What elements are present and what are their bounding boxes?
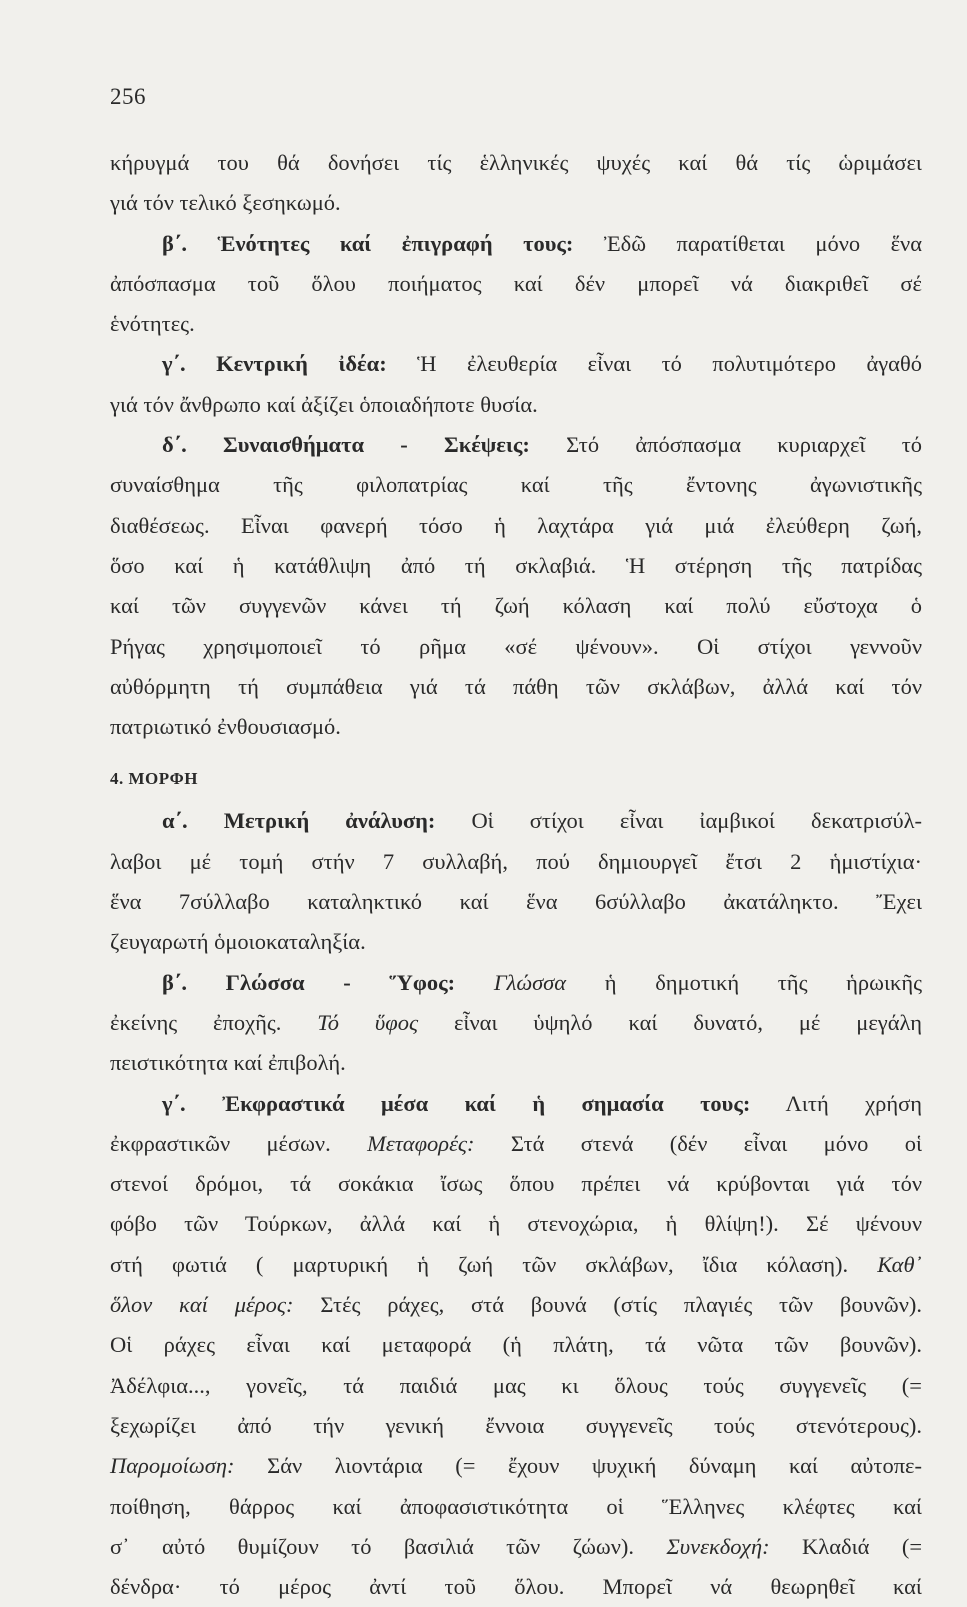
text-line: καί τῶν συγγενῶν κάνει τή ζωή κόλαση καί πολύ εὔστοχα ὁ: [110, 593, 922, 619]
section-beta2-line: [110, 963, 922, 1003]
text-line: ἀπόσπασμα τοῦ ὅλου ποιήματος καί δέν μπορεῖ νά διακριθεῖ σέ: [110, 270, 922, 296]
page-number: 256: [110, 84, 146, 109]
text-line: [110, 1245, 922, 1285]
text-span: Οἱ στίχοι εἶναι ἰαμβικοί δεκατρισύλ-: [471, 808, 922, 834]
text-span: ἐκφραστικῶν μέσων.: [110, 1130, 331, 1156]
text-line: Ἀδέλφια..., γονεῖς, τά παιδιά μας κι ὅλους τούς συγγενεῖς (=: [110, 1372, 922, 1398]
text-line: κήρυγμά του θά δονήσει τίς ἑλληνικές ψυχές καί θά τίς ὡριμάσει: [110, 150, 922, 175]
section-mark: β΄.: [162, 230, 187, 256]
section-title: Κεντρική ἰδέα:: [216, 351, 387, 377]
text-line: ὅσο καί ἡ κατάθλιψη ἀπό τή σκλαβιά. Ἡ στέρηση τῆς πατρίδας: [110, 552, 922, 578]
text-line: [110, 1285, 922, 1325]
section-title: Ἑνότητες καί ἐπιγραφή τους:: [217, 230, 574, 256]
section-mark: δ΄.: [162, 432, 187, 458]
section-gamma2-line: [110, 1084, 922, 1124]
text-line: ξεχωρίζει ἀπό τήν γενική ἔννοια συγγενεῖς τούς στενότερους).: [110, 1412, 922, 1438]
text-line: φόβο τῶν Τούρκων, ἀλλά καί ἡ στενοχώρια, ἡ θλίψη!). Σέ ψένουν: [110, 1211, 922, 1237]
text-line: ἕνα 7σύλλαβο καταληκτικό καί ἕνα 6σύλλαβο ἀκατάληκτο. Ἔχει: [110, 889, 922, 915]
text-span: Κλαδιά (=: [802, 1533, 923, 1559]
text-line: γιά τόν τελικό ξεσηκωμό.: [110, 190, 341, 216]
italic-term: Καθ᾿: [877, 1251, 923, 1277]
text-line: [110, 1527, 922, 1567]
section-beta-line: [110, 224, 922, 264]
text-span: Σάν λιοντάρια (= ἔχουν ψυχική δύναμη καί αὐτοπε-: [267, 1453, 922, 1479]
text-line: Ρήγας χρησιμοποιεῖ τό ρῆμα «σέ ψένουν». Οἱ στίχοι γεννοῦν: [110, 633, 922, 659]
italic-term: ὅλον καί μέρος:: [110, 1292, 294, 1318]
section-mark: γ΄.: [162, 351, 186, 377]
section-title: Ἐκφραστικά μέσα καί ἡ σημασία τους:: [222, 1090, 751, 1116]
section-alpha2-line: [110, 801, 922, 841]
text-line: δένδρα· τό μέρος ἀντί τοῦ ὅλου. Μπορεῖ νά θεωρηθεῖ καί: [110, 1574, 922, 1600]
section-title: Μετρική ἀνάλυση:: [223, 808, 436, 834]
text-span: Λιτή χρήση: [785, 1090, 923, 1116]
text-line: ζευγαρωτή ὁμοιοκαταληξία.: [110, 929, 366, 955]
text-span: Στά στενά (δέν εἶναι μόνο οἱ: [510, 1130, 923, 1156]
section-heading-morfi: 4. ΜΟΡΦΗ: [110, 769, 198, 789]
text-line: Οἱ ράχες εἶναι καί μεταφορά (ἡ πλάτη, τά νῶτα τῶν βουνῶν).: [110, 1332, 922, 1358]
text-line: ποίθηση, θάρρος καί ἀποφασιστικότητα οἱ Ἕλληνες κλέφτες καί: [110, 1493, 922, 1519]
italic-term: Παρομοίωση:: [110, 1453, 235, 1479]
text-span: στή φωτιά ( μαρτυρική ἡ ζωή τῶν σκλάβων, ἴδια κόλαση).: [110, 1251, 849, 1277]
text-span: εἶναι ὑψηλό καί δυνατό, μέ μεγάλη: [453, 1009, 922, 1035]
section-mark: γ΄.: [162, 1090, 186, 1116]
text-span: σ᾿ αὐτό θυμίζουν τό βασιλιά τῶν ζώων).: [110, 1533, 635, 1559]
text-line: [110, 1124, 922, 1164]
text-line: ἑνότητες.: [110, 311, 195, 337]
italic-term: Γλώσσα: [493, 969, 567, 995]
text-line: πειστικότητα καί ἐπιβολή.: [110, 1050, 346, 1076]
italic-term: Τό ὕφος: [317, 1009, 419, 1035]
text-span: ἐκείνης ἐποχῆς.: [110, 1009, 282, 1035]
text-span: ἡ δημοτική τῆς ἡρωικῆς: [604, 969, 923, 995]
page-text: [110, 143, 922, 1607]
text-line: [110, 1446, 922, 1486]
text-span: Ἐδῶ παρατίθεται μόνο ἕνα: [603, 230, 923, 256]
text-line: πατριωτικό ἐνθουσιασμό.: [110, 714, 341, 740]
text-line: διαθέσεως. Εἶναι φανερή τόσο ἡ λαχτάρα γιά μιά ἐλεύθερη ζωή,: [110, 512, 922, 538]
section-gamma-line: [110, 344, 922, 384]
text-span: Στές ράχες, στά βουνά (στίς πλαγιές τῶν βουνῶν).: [320, 1292, 923, 1318]
section-mark: β΄.: [162, 969, 187, 995]
section-mark: α΄.: [162, 808, 188, 834]
section-title: Γλώσσα - Ὕφος:: [225, 969, 456, 995]
section-delta-line: [110, 425, 922, 465]
text-line: λαβοι μέ τομή στήν 7 συλλαβή, πού δημιουργεῖ ἔτσι 2 ἡμιστίχια·: [110, 848, 922, 874]
text-line: συναίσθημα τῆς φιλοπατρίας καί τῆς ἔντονης ἀγωνιστικῆς: [110, 472, 922, 498]
text-line: [110, 1003, 922, 1043]
section-title: Συναισθήματα - Σκέψεις:: [223, 432, 530, 458]
text-line: αὐθόρμητη τή συμπάθεια γιά τά πάθη τῶν σκλάβων, ἀλλά καί τόν: [110, 673, 922, 699]
italic-term: Συνεκδοχή:: [666, 1533, 770, 1559]
text-span: Στό ἀπόσπασμα κυριαρχεῖ τό: [566, 432, 923, 458]
text-span: Ἡ ἐλευθερία εἶναι τό πολυτιμότερο ἀγαθό: [417, 351, 922, 377]
italic-term: Μεταφορές:: [367, 1130, 475, 1156]
text-line: στενοί δρόμοι, τά σοκάκια ἴσως ὅπου πρέπει νά κρύβονται γιά τόν: [110, 1171, 922, 1197]
text-line: γιά τόν ἄνθρωπο καί ἀξίζει ὁποιαδήποτε θυσία.: [110, 391, 538, 417]
